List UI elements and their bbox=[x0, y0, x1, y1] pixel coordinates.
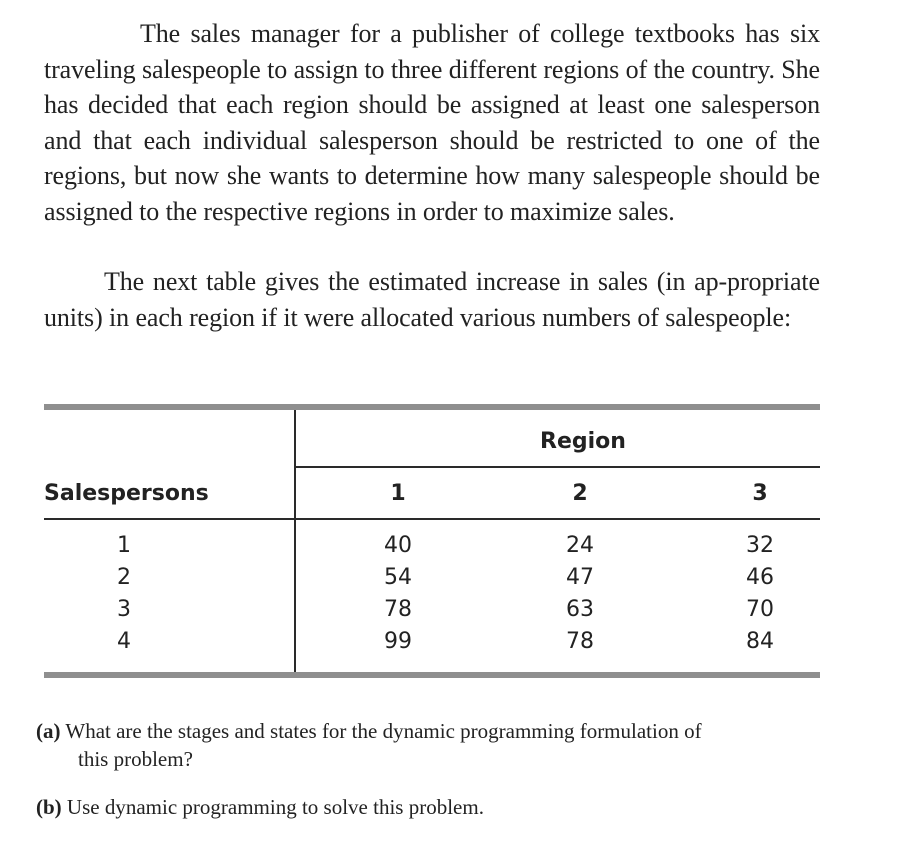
column-header-region-1: 1 bbox=[390, 481, 406, 506]
cell-region-3: 32 bbox=[746, 533, 774, 558]
row-salespersons: 2 bbox=[117, 565, 131, 590]
row-salespersons: 4 bbox=[117, 629, 131, 654]
header-rule bbox=[44, 518, 820, 520]
table-top-rule bbox=[44, 404, 820, 410]
region-rule bbox=[296, 466, 820, 468]
cell-region-2: 24 bbox=[566, 533, 594, 558]
cell-region-3: 70 bbox=[746, 597, 774, 622]
cell-region-1: 78 bbox=[384, 597, 412, 622]
table-bottom-rule bbox=[44, 672, 820, 678]
row-salespersons: 3 bbox=[117, 597, 131, 622]
column-header-region-2: 2 bbox=[572, 481, 588, 506]
cell-region-3: 46 bbox=[746, 565, 774, 590]
salespersons-header: Salespersons bbox=[44, 481, 209, 506]
question-a bbox=[36, 717, 846, 773]
cell-region-2: 47 bbox=[566, 565, 594, 590]
cell-region-1: 99 bbox=[384, 629, 412, 654]
question-b bbox=[36, 793, 846, 821]
question-a-label: (a) bbox=[36, 719, 61, 743]
cell-region-2: 63 bbox=[566, 597, 594, 622]
cell-region-2: 78 bbox=[566, 629, 594, 654]
cell-region-1: 40 bbox=[384, 533, 412, 558]
cell-region-3: 84 bbox=[746, 629, 774, 654]
region-header: Region bbox=[540, 429, 626, 454]
question-a-text: What are the stages and states for the dynamic programming formulation of bbox=[65, 719, 702, 743]
table-intro-paragraph: The next table gives the estimated increase in sales (in ap-propriate units) in each region if it were allocated various numbers of salespeople: bbox=[44, 267, 820, 332]
question-b-label: (b) bbox=[36, 795, 62, 819]
intro-paragraph: The sales manager for a publisher of college textbooks has six traveling salespeople to assign to three different regions of the country. She has decided that each region should be assigned at least one salesperson and that each individual salesperson should be restricted to one of the regions, but now she wants to determine how many salespeople should be assigned to the respective regions in order to maximize sales. bbox=[44, 19, 820, 226]
column-header-region-3: 3 bbox=[752, 481, 768, 506]
cell-region-1: 54 bbox=[384, 565, 412, 590]
question-a-text-cont: this problem? bbox=[78, 747, 193, 771]
row-salespersons: 1 bbox=[117, 533, 131, 558]
table-vertical-divider bbox=[294, 410, 296, 672]
question-b-text: Use dynamic programming to solve this problem. bbox=[66, 795, 484, 819]
